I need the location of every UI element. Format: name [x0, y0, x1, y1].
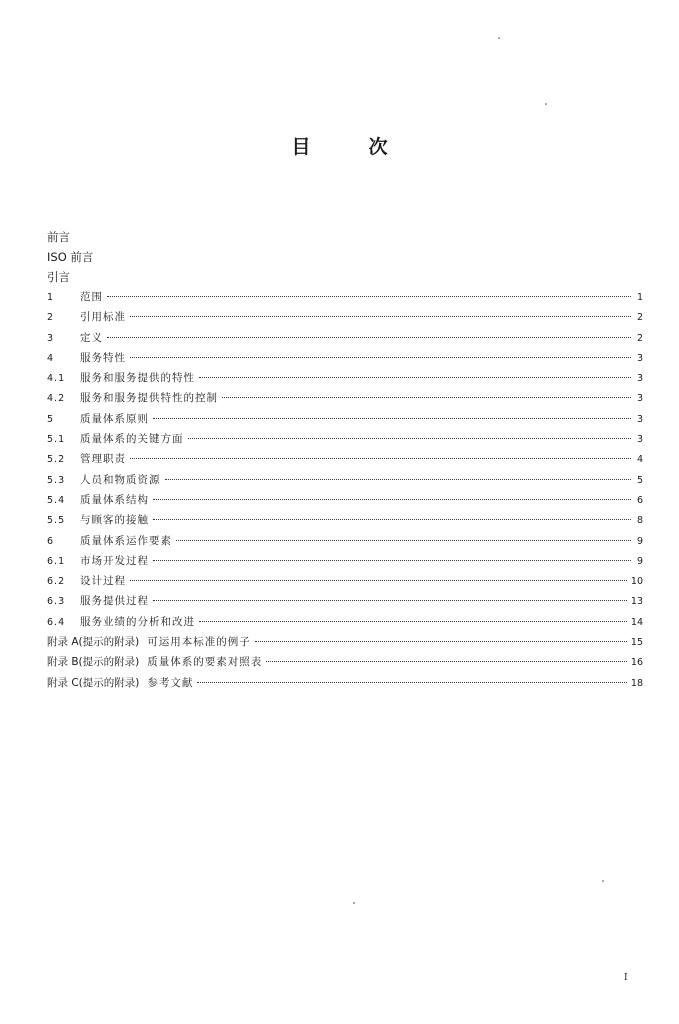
dot-leader	[107, 295, 631, 297]
toc-appendix-entry[interactable]	[47, 632, 643, 652]
toc-appendix-label: 质量体系的要素对照表	[147, 656, 263, 669]
toc-entry-page: 6	[636, 494, 643, 506]
toc-entry-label: 服务和服务提供特性的控制	[80, 392, 218, 405]
toc-appendix-number: 附录 C(提示的附录)	[47, 676, 140, 689]
toc-entry-label: 服务业绩的分析和改进	[80, 615, 195, 628]
toc-entry-label: 质量体系的关键方面	[80, 433, 184, 446]
dot-leader	[153, 599, 627, 601]
toc-entry-label: 定义	[80, 331, 103, 344]
dot-leader	[153, 518, 631, 520]
scan-speck	[498, 37, 500, 39]
toc-entry-number: 5.2	[47, 454, 66, 466]
toc-front-matter-iso-foreword[interactable]: ISO 前言	[47, 250, 94, 264]
toc-entry[interactable]	[47, 348, 643, 368]
toc-entry-label: 范围	[80, 291, 103, 303]
dot-leader	[130, 579, 627, 581]
toc-entry-number: 6.2	[47, 576, 66, 588]
toc-appendix-number: 附录 B(提示的附录)	[47, 656, 140, 669]
dot-leader	[222, 396, 631, 398]
toc-entry-page: 10	[630, 576, 643, 588]
toc-entry-number: 6.3	[47, 596, 66, 608]
page-title	[0, 132, 679, 159]
toc-entry-label: 人员和物质资源	[80, 473, 161, 486]
toc-entry-number: 2	[47, 312, 55, 324]
dot-leader	[153, 498, 631, 500]
toc-entry[interactable]	[47, 591, 643, 611]
dot-leader	[266, 660, 627, 662]
toc-entry-page: 9	[636, 535, 643, 547]
toc-entry-page: 1	[636, 292, 643, 303]
toc-appendix-label: 参考文献	[147, 676, 194, 689]
toc-entry[interactable]	[47, 328, 643, 348]
toc-entry-number: 6.4	[47, 616, 66, 628]
dot-leader	[255, 640, 627, 642]
dot-leader	[188, 437, 632, 439]
toc-entry-label: 与顾客的接触	[80, 514, 149, 527]
toc-entry-page: 4	[636, 454, 643, 466]
toc-entry-page: 8	[636, 515, 643, 527]
toc-entry[interactable]	[47, 531, 643, 551]
dot-leader	[153, 559, 631, 561]
toc-entry[interactable]	[47, 409, 643, 429]
scan-speck	[602, 880, 604, 882]
dot-leader	[165, 478, 632, 480]
toc-appendix-label: 可运用本标准的例子	[147, 636, 251, 649]
toc-entry-page: 3	[636, 393, 643, 405]
toc-entry-page: 5	[636, 474, 643, 486]
dot-leader	[130, 457, 631, 459]
toc-entry[interactable]	[47, 429, 643, 449]
toc-entry-page: 13	[630, 596, 643, 608]
toc-entry-number: 5.5	[47, 515, 66, 527]
dot-leader	[130, 356, 631, 358]
toc-entry-number: 5.4	[47, 494, 66, 506]
toc-appendix-number: 附录 A(提示的附录)	[47, 636, 140, 649]
toc-entry-label: 服务提供过程	[80, 595, 149, 608]
toc-appendix-entry[interactable]	[47, 652, 643, 672]
toc-entry-page: 14	[630, 616, 643, 628]
toc-appendix-entry[interactable]	[47, 673, 643, 693]
toc-entry-number: 4.2	[47, 393, 66, 405]
scan-speck	[353, 902, 355, 904]
toc-entry[interactable]	[47, 307, 643, 327]
toc-entry-label: 引用标准	[80, 311, 126, 324]
toc-entry-number: 4.1	[47, 373, 66, 385]
toc-entry[interactable]	[47, 470, 643, 490]
toc-entry-number: 6	[47, 535, 55, 547]
page-folio: I	[624, 973, 628, 983]
scan-speck	[545, 103, 547, 105]
toc-entry-label: 服务特性	[80, 351, 126, 364]
toc-entry-label: 质量体系结构	[80, 493, 149, 506]
toc-entry-page: 3	[636, 373, 643, 385]
toc-entry-page: 9	[636, 555, 643, 567]
dot-leader	[176, 539, 631, 541]
toc-entry[interactable]	[47, 388, 643, 408]
toc-entry[interactable]	[47, 571, 643, 591]
dot-leader	[130, 315, 631, 317]
toc-entry-label: 设计过程	[80, 575, 126, 588]
table-of-contents	[47, 227, 643, 693]
toc-entry-number: 5.1	[47, 434, 66, 446]
toc-entry-label: 服务和服务提供的特性	[80, 372, 195, 385]
dot-leader	[153, 417, 631, 419]
toc-entry[interactable]	[47, 368, 643, 388]
toc-entry-page: 2	[636, 312, 643, 324]
toc-appendix-page: 15	[630, 637, 643, 649]
toc-appendix-page: 16	[630, 657, 643, 669]
title-char-1: 目	[291, 136, 311, 158]
toc-entry-number: 3	[47, 332, 55, 344]
toc-entry-label: 市场开发过程	[80, 554, 149, 567]
toc-entry-label: 质量体系原则	[80, 412, 149, 425]
toc-entry-number: 1	[47, 292, 55, 303]
toc-entry-page: 3	[636, 352, 643, 364]
toc-front-matter-introduction[interactable]: 引言	[47, 270, 70, 284]
toc-entry[interactable]	[47, 287, 643, 307]
toc-entry[interactable]	[47, 612, 643, 632]
dot-leader	[107, 336, 631, 338]
toc-entry-label: 管理职责	[80, 453, 126, 466]
toc-entry-number: 5.3	[47, 474, 66, 486]
title-char-2: 次	[368, 136, 388, 158]
toc-entry-page: 3	[636, 434, 643, 446]
toc-entry-number: 4	[47, 352, 55, 364]
dot-leader	[197, 681, 627, 683]
toc-entry[interactable]	[47, 490, 643, 510]
toc-entry[interactable]	[47, 449, 643, 469]
toc-entry-page: 2	[636, 332, 643, 344]
toc-front-matter-foreword[interactable]: 前言	[47, 230, 70, 244]
toc-entry-page: 3	[636, 413, 643, 425]
toc-appendix-page: 18	[630, 677, 643, 689]
dot-leader	[199, 620, 627, 622]
toc-entry[interactable]	[47, 510, 643, 530]
toc-entry-label: 质量体系运作要素	[80, 534, 172, 547]
toc-entry-number: 6.1	[47, 555, 66, 567]
dot-leader	[199, 376, 631, 378]
toc-entry[interactable]	[47, 551, 643, 571]
toc-entry-number: 5	[47, 413, 55, 425]
